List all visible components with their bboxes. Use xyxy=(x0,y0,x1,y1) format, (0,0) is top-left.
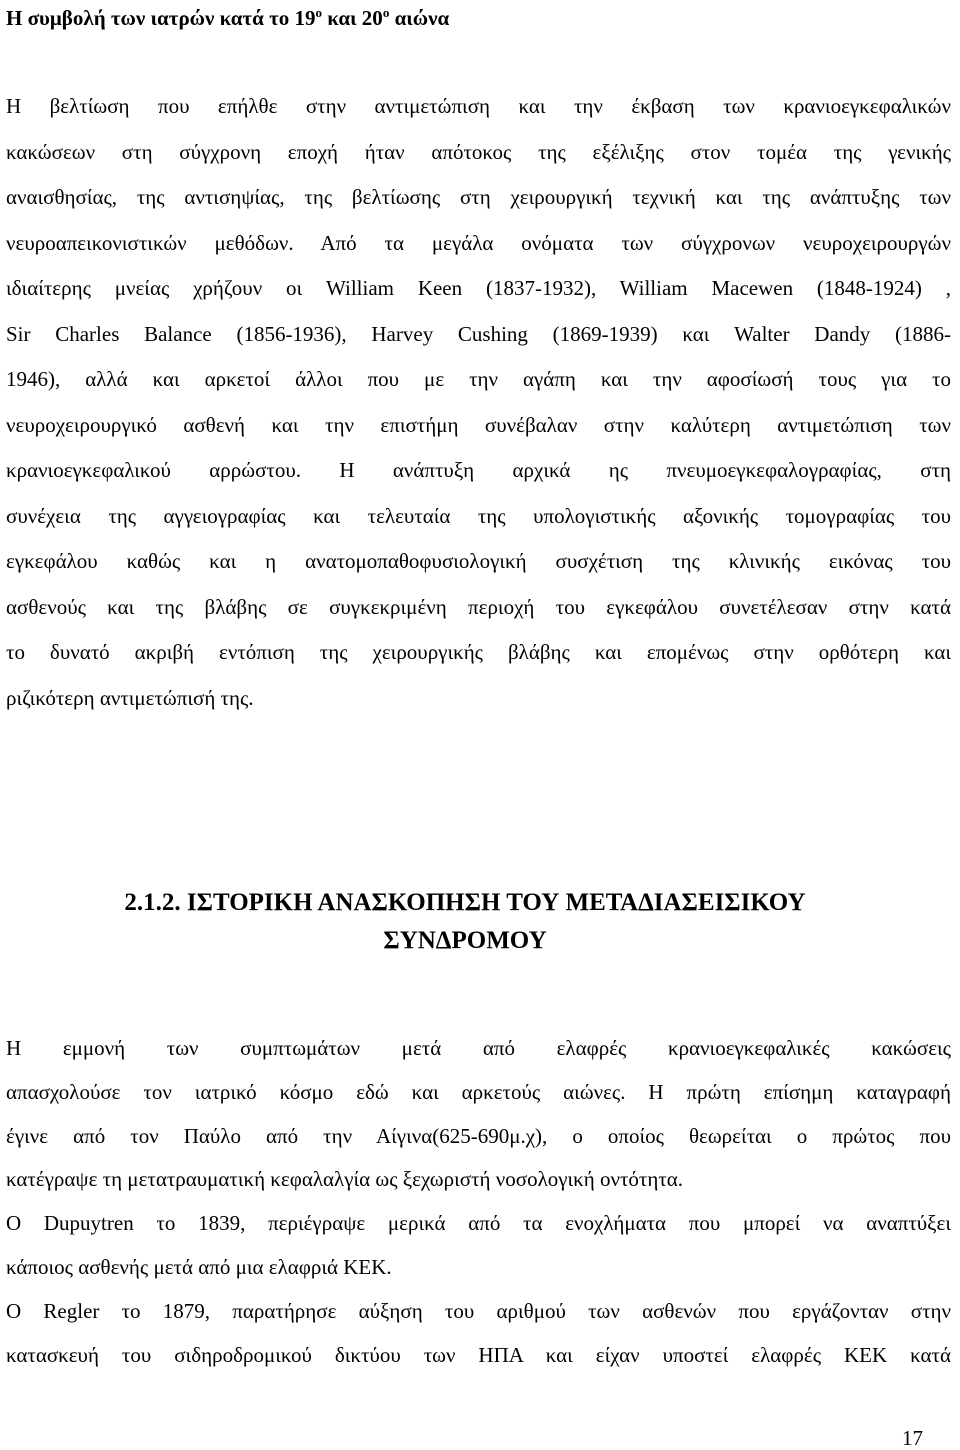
paragraph-line: Ο Regler το 1879, παρατήρησε αύξηση του αριθμού των ασθενών που εργάζονταν στην xyxy=(6,1298,951,1323)
heading-text-end: αιώνα xyxy=(389,6,450,30)
paragraph-line: συνέχεια της αγγειογραφίας και τελευταία της υπολογιστικής αξονικής τομογραφίας του xyxy=(6,503,951,528)
paragraph-line: κάποιος ασθενής μετά από μια ελαφριά ΚΕΚ. xyxy=(6,1254,392,1279)
paragraph-line: απασχολούσε τον ιατρικό κόσμο εδώ και αρκετούς αιώνες. Η πρώτη επίσημη καταγραφή xyxy=(6,1079,951,1104)
paragraph-line: κρανιοεγκεφαλικού αρρώστου. Η ανάπτυξη αρχικά ης πνευμοεγκεφαλογραφίας, στη xyxy=(6,458,951,482)
paragraph-line: ιδιαίτερης μνείας χρήζουν οι William Keen (1837-1932), William Macewen (1848-1924) , xyxy=(6,276,951,300)
paragraph-line: Ο Dupuytren το 1839, περιέγραψε μερικά από τα ενοχλήματα που μπορεί να αναπτύξει xyxy=(6,1211,951,1236)
paragraph-1 xyxy=(6,84,951,721)
paragraph-line: αναισθησίας, της αντισηψίας, της βελτίωσης στη χειρουργική τεχνική και της ανάπτυξης των xyxy=(6,185,951,209)
paragraph-line: έγινε από τον Παύλο από την Αίγινα(625-690μ.χ), ο οποίος θεωρείται ο πρώτος που xyxy=(6,1123,951,1148)
paragraph-line: κατασκευή του σιδηροδρομικού δικτύου των ΗΠΑ και είχαν υποστεί ελαφρές ΚΕΚ κατά xyxy=(6,1342,951,1367)
paragraph-line: το δυνατό ακριβή εντόπιση της χειρουργικής βλάβης και επομένως στην ορθότερη και xyxy=(6,640,951,664)
section-title xyxy=(0,884,930,960)
paragraph-2 xyxy=(6,1027,951,1377)
heading-superscript-2: ο xyxy=(382,5,390,20)
subsection-heading xyxy=(6,6,449,30)
paragraph-line: Η βελτίωση που επήλθε στην αντιμετώπιση και την έκβαση των κρανιοεγκεφαλικών xyxy=(6,94,951,118)
paragraph-line: 1946), αλλά και αρκετοί άλλοι που με την αγάπη και την αφοσίωσή τους για το xyxy=(6,367,951,391)
heading-superscript-1: ο xyxy=(315,5,323,20)
paragraph-line: νευροχειρουργικό ασθενή και την επιστήμη συνέβαλαν στην καλύτερη αντιμετώπιση των xyxy=(6,412,951,437)
paragraph-line: νευροαπεικονιστικών μεθόδων. Από τα μεγάλα ονόματα των σύγχρονων νευροχειρουργών xyxy=(6,230,951,255)
paragraph-line: ριζικότερη αντιμετώπισή της. xyxy=(6,685,254,710)
page-number: 17 xyxy=(902,1426,923,1450)
paragraph-line: κατέγραψε τη μετατραυματική κεφαλαλγία ως ξεχωριστή νοσολογική οντότητα. xyxy=(6,1167,684,1192)
paragraph-line: εγκεφάλου καθώς και η ανατομοπαθοφυσιολογική συσχέτιση της κλινικής εικόνας του xyxy=(6,549,951,573)
section-title-line-2: ΣΥΝΔΡΟΜΟΥ xyxy=(383,927,547,954)
paragraph-line: Η εμμονή των συμπτωμάτων μετά από ελαφρές κρανιοεγκεφαλικές κακώσεις xyxy=(6,1036,951,1060)
paragraph-line: κακώσεων στη σύγχρονη εποχή ήταν απότοκος της εξέλιξης στον τομέα της γενικής xyxy=(6,139,951,164)
section-title-line-1: 2.1.2. ΙΣΤΟΡΙΚΗ ΑΝΑΣΚΟΠΗΣΗ ΤΟΥ ΜΕΤΑΔΙΑΣΕΙΣΙΚΟΥ xyxy=(124,889,806,916)
heading-text: Η συμβολή των ιατρών κατά το 19 xyxy=(6,6,316,30)
paragraph-line: ασθενούς και της βλάβης σε συγκεκριμένη περιοχή του εγκεφάλου συνετέλεσαν στην κατά xyxy=(6,594,951,619)
paragraph-line: Sir Charles Balance (1856-1936), Harvey Cushing (1869-1939) και Walter Dandy (1886- xyxy=(6,321,951,346)
heading-text-middle: και 20 xyxy=(322,6,383,30)
